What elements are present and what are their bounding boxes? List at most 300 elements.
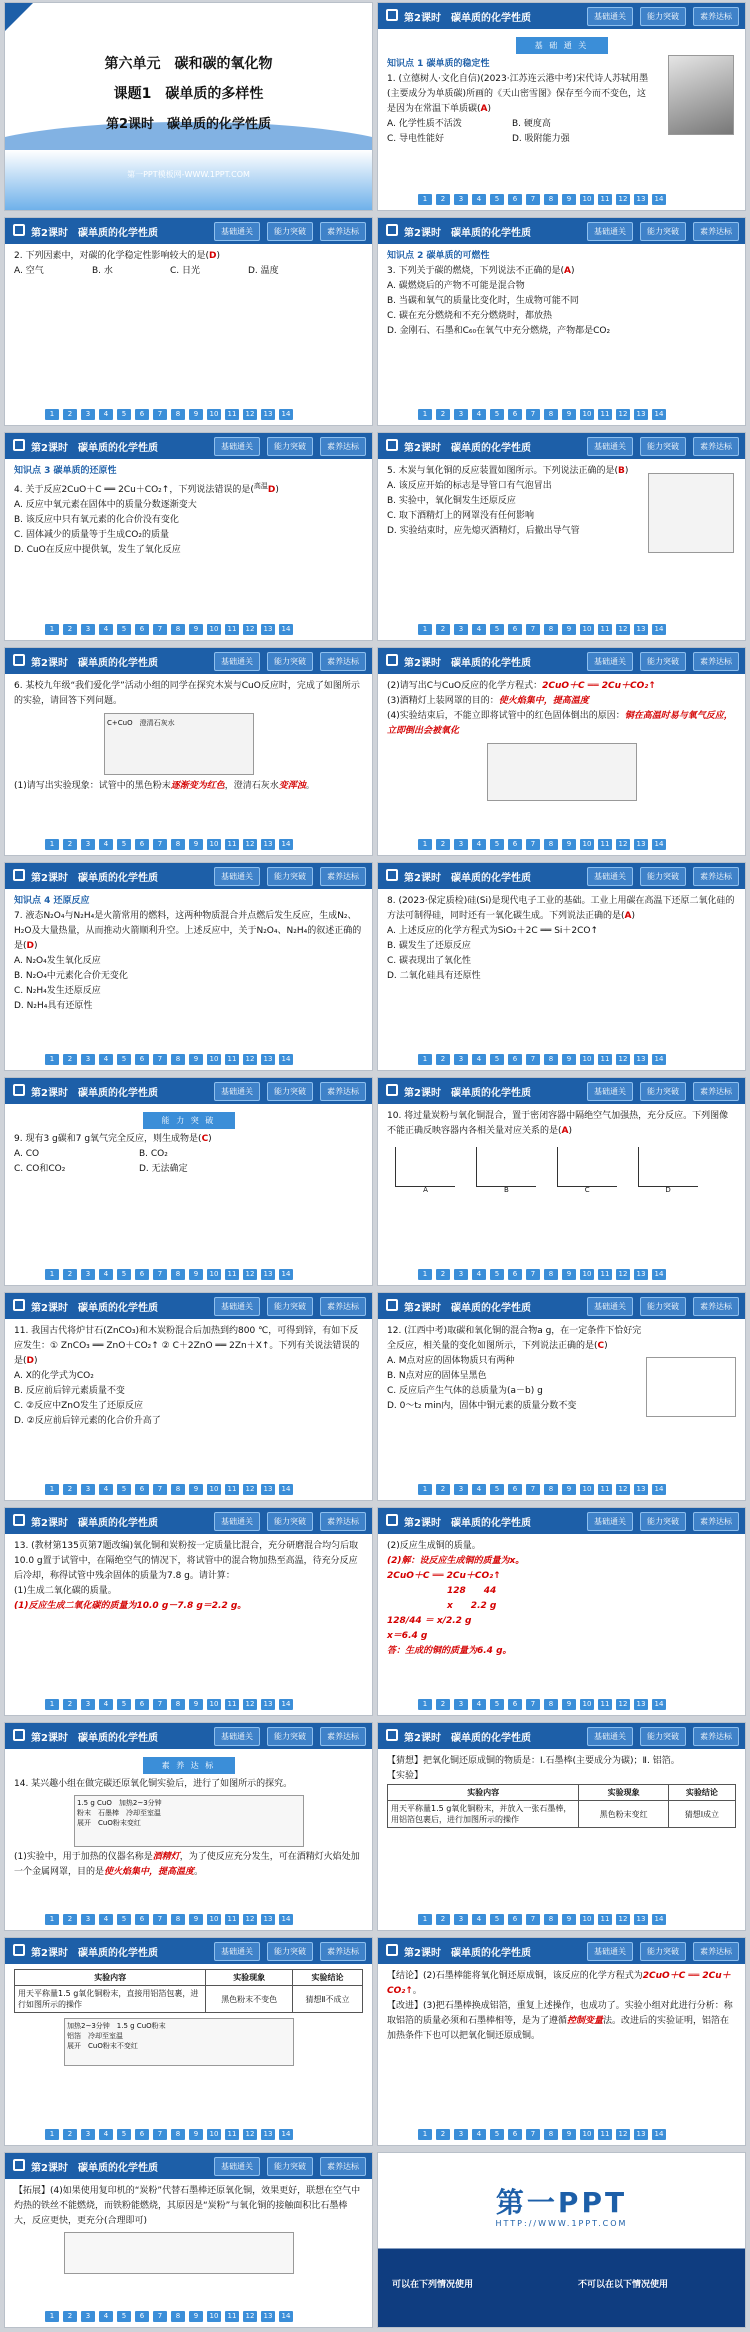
page-button-6[interactable]: 6 (135, 1269, 149, 1280)
page-button-2[interactable]: 2 (436, 409, 450, 420)
page-button-9[interactable]: 9 (562, 1054, 576, 1065)
page-button-9[interactable]: 9 (189, 1699, 203, 1710)
page-button-5[interactable]: 5 (117, 624, 131, 635)
page-button-1[interactable]: 1 (418, 1484, 432, 1495)
page-button-5[interactable]: 5 (490, 2129, 504, 2140)
nav-ability-button[interactable]: 能力突破 (267, 1512, 313, 1531)
page-button-12[interactable]: 12 (243, 409, 257, 420)
page-button-10[interactable]: 10 (580, 2129, 594, 2140)
page-button-13[interactable]: 13 (634, 409, 648, 420)
page-button-9[interactable]: 9 (562, 1269, 576, 1280)
nav-basic-button[interactable]: 基础通关 (214, 1082, 260, 1101)
page-button-11[interactable]: 11 (598, 1054, 612, 1065)
page-button-10[interactable]: 10 (580, 1914, 594, 1925)
page-button-2[interactable]: 2 (436, 624, 450, 635)
nav-ability-button[interactable]: 能力突破 (640, 222, 686, 241)
page-button-6[interactable]: 6 (135, 1914, 149, 1925)
page-button-10[interactable]: 10 (207, 1914, 221, 1925)
page-button-14[interactable]: 14 (652, 2129, 666, 2140)
page-button-11[interactable]: 11 (598, 839, 612, 850)
page-button-13[interactable]: 13 (261, 839, 275, 850)
page-button-3[interactable]: 3 (81, 624, 95, 635)
page-button-8[interactable]: 8 (171, 1699, 185, 1710)
nav-literacy-button[interactable]: 素养达标 (320, 652, 366, 671)
page-button-2[interactable]: 2 (436, 1914, 450, 1925)
page-button-6[interactable]: 6 (508, 1054, 522, 1065)
brand-url[interactable]: HTTP://WWW.1PPT.COM (495, 2219, 628, 2228)
page-button-1[interactable]: 1 (45, 1699, 59, 1710)
page-button-2[interactable]: 2 (63, 409, 77, 420)
nav-ability-button[interactable]: 能力突破 (267, 222, 313, 241)
page-button-7[interactable]: 7 (526, 2129, 540, 2140)
nav-ability-button[interactable]: 能力突破 (267, 2157, 313, 2176)
nav-literacy-button[interactable]: 素养达标 (693, 1727, 739, 1746)
page-button-8[interactable]: 8 (544, 839, 558, 850)
page-button-1[interactable]: 1 (45, 1054, 59, 1065)
page-button-3[interactable]: 3 (81, 409, 95, 420)
nav-literacy-button[interactable]: 素养达标 (320, 1942, 366, 1961)
footer-link[interactable]: 第一PPT模板网-WWW.1PPT.COM (127, 170, 250, 179)
page-button-1[interactable]: 1 (418, 839, 432, 850)
page-button-11[interactable]: 11 (225, 1484, 239, 1495)
page-button-6[interactable]: 6 (508, 194, 522, 205)
nav-ability-button[interactable]: 能力突破 (267, 867, 313, 886)
nav-ability-button[interactable]: 能力突破 (640, 1942, 686, 1961)
page-button-9[interactable]: 9 (189, 839, 203, 850)
page-button-2[interactable]: 2 (436, 839, 450, 850)
page-button-10[interactable]: 10 (580, 409, 594, 420)
page-button-7[interactable]: 7 (526, 839, 540, 850)
page-button-12[interactable]: 12 (243, 1269, 257, 1280)
page-button-6[interactable]: 6 (508, 1914, 522, 1925)
page-button-14[interactable]: 14 (279, 409, 293, 420)
page-button-1[interactable]: 1 (45, 2129, 59, 2140)
page-button-7[interactable]: 7 (526, 624, 540, 635)
nav-ability-button[interactable]: 能力突破 (640, 7, 686, 26)
page-button-4[interactable]: 4 (99, 2311, 113, 2322)
page-button-12[interactable]: 12 (243, 2129, 257, 2140)
page-button-10[interactable]: 10 (580, 624, 594, 635)
page-button-3[interactable]: 3 (81, 1269, 95, 1280)
page-button-9[interactable]: 9 (189, 1914, 203, 1925)
nav-literacy-button[interactable]: 素养达标 (693, 1082, 739, 1101)
page-button-2[interactable]: 2 (436, 194, 450, 205)
page-button-6[interactable]: 6 (508, 1269, 522, 1280)
page-button-8[interactable]: 8 (544, 194, 558, 205)
page-button-2[interactable]: 2 (63, 1699, 77, 1710)
page-button-9[interactable]: 9 (189, 2311, 203, 2322)
page-button-3[interactable]: 3 (454, 624, 468, 635)
page-button-5[interactable]: 5 (490, 194, 504, 205)
nav-literacy-button[interactable]: 素养达标 (320, 867, 366, 886)
page-button-9[interactable]: 9 (189, 409, 203, 420)
page-button-11[interactable]: 11 (225, 624, 239, 635)
page-button-11[interactable]: 11 (225, 1269, 239, 1280)
page-button-7[interactable]: 7 (153, 1699, 167, 1710)
page-button-1[interactable]: 1 (45, 2311, 59, 2322)
page-button-5[interactable]: 5 (117, 2311, 131, 2322)
page-button-12[interactable]: 12 (616, 624, 630, 635)
page-button-5[interactable]: 5 (117, 1269, 131, 1280)
page-button-12[interactable]: 12 (616, 1914, 630, 1925)
nav-basic-button[interactable]: 基础通关 (214, 222, 260, 241)
page-button-12[interactable]: 12 (243, 624, 257, 635)
page-button-13[interactable]: 13 (634, 194, 648, 205)
page-button-4[interactable]: 4 (99, 1054, 113, 1065)
page-button-11[interactable]: 11 (598, 1269, 612, 1280)
page-button-12[interactable]: 12 (616, 194, 630, 205)
page-button-1[interactable]: 1 (418, 1054, 432, 1065)
nav-ability-button[interactable]: 能力突破 (267, 1942, 313, 1961)
page-button-10[interactable]: 10 (207, 1054, 221, 1065)
page-button-7[interactable]: 7 (153, 2129, 167, 2140)
nav-literacy-button[interactable]: 素养达标 (693, 222, 739, 241)
page-button-5[interactable]: 5 (490, 1699, 504, 1710)
nav-ability-button[interactable]: 能力突破 (640, 1512, 686, 1531)
nav-basic-button[interactable]: 基础通关 (214, 1727, 260, 1746)
page-button-8[interactable]: 8 (171, 409, 185, 420)
page-button-7[interactable]: 7 (153, 1054, 167, 1065)
page-button-5[interactable]: 5 (490, 409, 504, 420)
page-button-11[interactable]: 11 (225, 839, 239, 850)
page-button-14[interactable]: 14 (279, 839, 293, 850)
page-button-13[interactable]: 13 (261, 1484, 275, 1495)
page-button-8[interactable]: 8 (544, 624, 558, 635)
page-button-4[interactable]: 4 (472, 624, 486, 635)
page-button-5[interactable]: 5 (117, 1914, 131, 1925)
page-button-7[interactable]: 7 (526, 1699, 540, 1710)
page-button-8[interactable]: 8 (171, 2129, 185, 2140)
page-button-3[interactable]: 3 (81, 839, 95, 850)
nav-ability-button[interactable]: 能力突破 (640, 652, 686, 671)
page-button-8[interactable]: 8 (544, 409, 558, 420)
nav-basic-button[interactable]: 基础通关 (587, 7, 633, 26)
nav-literacy-button[interactable]: 素养达标 (320, 437, 366, 456)
page-button-1[interactable]: 1 (418, 624, 432, 635)
page-button-12[interactable]: 12 (243, 2311, 257, 2322)
page-button-11[interactable]: 11 (225, 409, 239, 420)
page-button-3[interactable]: 3 (454, 1484, 468, 1495)
page-button-2[interactable]: 2 (63, 1914, 77, 1925)
page-button-7[interactable]: 7 (153, 1269, 167, 1280)
page-button-1[interactable]: 1 (418, 1699, 432, 1710)
page-button-11[interactable]: 11 (225, 1914, 239, 1925)
page-button-9[interactable]: 9 (562, 839, 576, 850)
page-button-4[interactable]: 4 (472, 1914, 486, 1925)
page-button-4[interactable]: 4 (472, 194, 486, 205)
page-button-8[interactable]: 8 (171, 624, 185, 635)
page-button-12[interactable]: 12 (616, 1699, 630, 1710)
page-button-13[interactable]: 13 (634, 1269, 648, 1280)
page-button-6[interactable]: 6 (135, 2311, 149, 2322)
page-button-3[interactable]: 3 (454, 194, 468, 205)
page-button-7[interactable]: 7 (526, 1484, 540, 1495)
nav-literacy-button[interactable]: 素养达标 (320, 1512, 366, 1531)
nav-literacy-button[interactable]: 素养达标 (693, 7, 739, 26)
page-button-1[interactable]: 1 (418, 409, 432, 420)
page-button-12[interactable]: 12 (243, 1699, 257, 1710)
page-button-11[interactable]: 11 (598, 624, 612, 635)
page-button-6[interactable]: 6 (135, 1484, 149, 1495)
nav-ability-button[interactable]: 能力突破 (267, 1727, 313, 1746)
page-button-1[interactable]: 1 (418, 2129, 432, 2140)
page-button-8[interactable]: 8 (171, 2311, 185, 2322)
page-button-11[interactable]: 11 (598, 2129, 612, 2140)
page-button-4[interactable]: 4 (472, 2129, 486, 2140)
nav-basic-button[interactable]: 基础通关 (214, 2157, 260, 2176)
page-button-12[interactable]: 12 (243, 1054, 257, 1065)
page-button-14[interactable]: 14 (652, 1699, 666, 1710)
nav-literacy-button[interactable]: 素养达标 (320, 2157, 366, 2176)
page-button-12[interactable]: 12 (616, 2129, 630, 2140)
page-button-14[interactable]: 14 (652, 624, 666, 635)
page-button-10[interactable]: 10 (580, 1484, 594, 1495)
page-button-6[interactable]: 6 (508, 1699, 522, 1710)
page-button-12[interactable]: 12 (243, 1914, 257, 1925)
nav-ability-button[interactable]: 能力突破 (267, 652, 313, 671)
page-button-6[interactable]: 6 (135, 1054, 149, 1065)
page-button-14[interactable]: 14 (279, 1269, 293, 1280)
page-button-3[interactable]: 3 (454, 1699, 468, 1710)
nav-ability-button[interactable]: 能力突破 (640, 1082, 686, 1101)
page-button-5[interactable]: 5 (490, 1269, 504, 1280)
page-button-8[interactable]: 8 (171, 1269, 185, 1280)
page-button-2[interactable]: 2 (63, 624, 77, 635)
nav-literacy-button[interactable]: 素养达标 (693, 1942, 739, 1961)
page-button-10[interactable]: 10 (580, 1054, 594, 1065)
page-button-13[interactable]: 13 (261, 1054, 275, 1065)
page-button-9[interactable]: 9 (189, 624, 203, 635)
page-button-1[interactable]: 1 (418, 1269, 432, 1280)
page-button-3[interactable]: 3 (81, 1484, 95, 1495)
page-button-13[interactable]: 13 (261, 1699, 275, 1710)
page-button-3[interactable]: 3 (454, 1054, 468, 1065)
page-button-1[interactable]: 1 (45, 409, 59, 420)
nav-basic-button[interactable]: 基础通关 (587, 1942, 633, 1961)
page-button-7[interactable]: 7 (153, 624, 167, 635)
page-button-4[interactable]: 4 (99, 1914, 113, 1925)
page-button-2[interactable]: 2 (63, 1484, 77, 1495)
nav-literacy-button[interactable]: 素养达标 (320, 1082, 366, 1101)
page-button-4[interactable]: 4 (99, 839, 113, 850)
page-button-4[interactable]: 4 (472, 839, 486, 850)
nav-ability-button[interactable]: 能力突破 (267, 1297, 313, 1316)
page-button-9[interactable]: 9 (562, 1914, 576, 1925)
page-button-13[interactable]: 13 (634, 624, 648, 635)
page-button-9[interactable]: 9 (562, 194, 576, 205)
page-button-14[interactable]: 14 (652, 1484, 666, 1495)
page-button-13[interactable]: 13 (634, 1914, 648, 1925)
page-button-5[interactable]: 5 (117, 2129, 131, 2140)
page-button-14[interactable]: 14 (279, 1914, 293, 1925)
page-button-7[interactable]: 7 (526, 1269, 540, 1280)
nav-ability-button[interactable]: 能力突破 (640, 1727, 686, 1746)
page-button-6[interactable]: 6 (508, 1484, 522, 1495)
page-button-9[interactable]: 9 (189, 2129, 203, 2140)
page-button-13[interactable]: 13 (261, 624, 275, 635)
page-button-6[interactable]: 6 (135, 1699, 149, 1710)
nav-basic-button[interactable]: 基础通关 (587, 222, 633, 241)
page-button-7[interactable]: 7 (153, 1484, 167, 1495)
nav-literacy-button[interactable]: 素养达标 (320, 1727, 366, 1746)
page-button-9[interactable]: 9 (562, 1484, 576, 1495)
page-button-1[interactable]: 1 (45, 1484, 59, 1495)
page-button-8[interactable]: 8 (171, 1484, 185, 1495)
nav-basic-button[interactable]: 基础通关 (214, 1942, 260, 1961)
page-button-6[interactable]: 6 (508, 409, 522, 420)
nav-basic-button[interactable]: 基础通关 (587, 1727, 633, 1746)
nav-literacy-button[interactable]: 素养达标 (693, 1297, 739, 1316)
page-button-2[interactable]: 2 (436, 1269, 450, 1280)
page-button-1[interactable]: 1 (45, 1269, 59, 1280)
page-button-7[interactable]: 7 (526, 194, 540, 205)
page-button-14[interactable]: 14 (279, 1484, 293, 1495)
page-button-8[interactable]: 8 (171, 1914, 185, 1925)
nav-literacy-button[interactable]: 素养达标 (693, 867, 739, 886)
page-button-6[interactable]: 6 (135, 409, 149, 420)
nav-basic-button[interactable]: 基础通关 (214, 437, 260, 456)
page-button-3[interactable]: 3 (81, 2129, 95, 2140)
page-button-5[interactable]: 5 (490, 624, 504, 635)
page-button-6[interactable]: 6 (508, 624, 522, 635)
page-button-13[interactable]: 13 (261, 1269, 275, 1280)
page-button-12[interactable]: 12 (243, 1484, 257, 1495)
page-button-5[interactable]: 5 (490, 839, 504, 850)
page-button-14[interactable]: 14 (652, 839, 666, 850)
page-button-9[interactable]: 9 (562, 624, 576, 635)
page-button-4[interactable]: 4 (472, 1054, 486, 1065)
page-button-13[interactable]: 13 (261, 1914, 275, 1925)
page-button-11[interactable]: 11 (598, 1914, 612, 1925)
page-button-2[interactable]: 2 (63, 1054, 77, 1065)
page-button-10[interactable]: 10 (207, 624, 221, 635)
page-button-4[interactable]: 4 (472, 1484, 486, 1495)
page-button-12[interactable]: 12 (243, 839, 257, 850)
page-button-14[interactable]: 14 (652, 1054, 666, 1065)
page-button-10[interactable]: 10 (580, 194, 594, 205)
nav-ability-button[interactable]: 能力突破 (640, 437, 686, 456)
page-button-8[interactable]: 8 (544, 1054, 558, 1065)
page-button-3[interactable]: 3 (81, 1699, 95, 1710)
nav-literacy-button[interactable]: 素养达标 (693, 437, 739, 456)
page-button-14[interactable]: 14 (652, 194, 666, 205)
page-button-2[interactable]: 2 (436, 2129, 450, 2140)
page-button-6[interactable]: 6 (135, 2129, 149, 2140)
page-button-2[interactable]: 2 (63, 2311, 77, 2322)
page-button-1[interactable]: 1 (45, 839, 59, 850)
nav-ability-button[interactable]: 能力突破 (267, 1082, 313, 1101)
page-button-6[interactable]: 6 (135, 839, 149, 850)
page-button-13[interactable]: 13 (261, 2129, 275, 2140)
page-button-7[interactable]: 7 (526, 409, 540, 420)
page-button-8[interactable]: 8 (544, 1914, 558, 1925)
page-button-2[interactable]: 2 (436, 1699, 450, 1710)
page-button-10[interactable]: 10 (580, 1269, 594, 1280)
page-button-13[interactable]: 13 (634, 1484, 648, 1495)
page-button-14[interactable]: 14 (652, 409, 666, 420)
page-button-5[interactable]: 5 (117, 1699, 131, 1710)
page-button-4[interactable]: 4 (99, 1269, 113, 1280)
page-button-6[interactable]: 6 (508, 2129, 522, 2140)
page-button-2[interactable]: 2 (63, 839, 77, 850)
page-button-7[interactable]: 7 (526, 1054, 540, 1065)
page-button-14[interactable]: 14 (279, 1699, 293, 1710)
page-button-3[interactable]: 3 (81, 2311, 95, 2322)
page-button-5[interactable]: 5 (490, 1914, 504, 1925)
nav-literacy-button[interactable]: 素养达标 (693, 1512, 739, 1531)
page-button-14[interactable]: 14 (279, 2129, 293, 2140)
page-button-8[interactable]: 8 (544, 1484, 558, 1495)
page-button-4[interactable]: 4 (99, 2129, 113, 2140)
nav-basic-button[interactable]: 基础通关 (214, 1297, 260, 1316)
nav-literacy-button[interactable]: 素养达标 (693, 652, 739, 671)
nav-ability-button[interactable]: 能力突破 (640, 1297, 686, 1316)
page-button-9[interactable]: 9 (562, 2129, 576, 2140)
page-button-4[interactable]: 4 (472, 1699, 486, 1710)
page-button-8[interactable]: 8 (544, 1699, 558, 1710)
page-button-7[interactable]: 7 (153, 2311, 167, 2322)
page-button-11[interactable]: 11 (225, 1699, 239, 1710)
page-button-9[interactable]: 9 (562, 409, 576, 420)
page-button-14[interactable]: 14 (652, 1914, 666, 1925)
page-button-14[interactable]: 14 (279, 1054, 293, 1065)
page-button-1[interactable]: 1 (418, 1914, 432, 1925)
page-button-9[interactable]: 9 (562, 1699, 576, 1710)
page-button-6[interactable]: 6 (135, 624, 149, 635)
page-button-12[interactable]: 12 (616, 1269, 630, 1280)
page-button-13[interactable]: 13 (261, 2311, 275, 2322)
page-button-10[interactable]: 10 (207, 1484, 221, 1495)
page-button-2[interactable]: 2 (436, 1484, 450, 1495)
page-button-3[interactable]: 3 (454, 1914, 468, 1925)
nav-literacy-button[interactable]: 素养达标 (320, 1297, 366, 1316)
page-button-10[interactable]: 10 (207, 2129, 221, 2140)
page-button-8[interactable]: 8 (171, 839, 185, 850)
nav-basic-button[interactable]: 基础通关 (587, 1297, 633, 1316)
page-button-10[interactable]: 10 (207, 1699, 221, 1710)
page-button-12[interactable]: 12 (616, 839, 630, 850)
page-button-12[interactable]: 12 (616, 1054, 630, 1065)
page-button-11[interactable]: 11 (225, 2129, 239, 2140)
nav-basic-button[interactable]: 基础通关 (587, 652, 633, 671)
page-button-10[interactable]: 10 (207, 839, 221, 850)
page-button-2[interactable]: 2 (63, 1269, 77, 1280)
page-button-14[interactable]: 14 (279, 2311, 293, 2322)
nav-basic-button[interactable]: 基础通关 (587, 867, 633, 886)
page-button-4[interactable]: 4 (99, 624, 113, 635)
page-button-1[interactable]: 1 (45, 1914, 59, 1925)
page-button-1[interactable]: 1 (45, 624, 59, 635)
page-button-14[interactable]: 14 (279, 624, 293, 635)
page-button-12[interactable]: 12 (616, 409, 630, 420)
page-button-11[interactable]: 11 (225, 1054, 239, 1065)
page-button-9[interactable]: 9 (189, 1054, 203, 1065)
page-button-11[interactable]: 11 (598, 1484, 612, 1495)
nav-literacy-button[interactable]: 素养达标 (320, 222, 366, 241)
page-button-4[interactable]: 4 (99, 1484, 113, 1495)
page-button-11[interactable]: 11 (598, 409, 612, 420)
page-button-3[interactable]: 3 (454, 839, 468, 850)
page-button-10[interactable]: 10 (580, 839, 594, 850)
page-button-9[interactable]: 9 (189, 1484, 203, 1495)
page-button-8[interactable]: 8 (544, 2129, 558, 2140)
page-button-13[interactable]: 13 (634, 1699, 648, 1710)
page-button-7[interactable]: 7 (153, 1914, 167, 1925)
page-button-13[interactable]: 13 (634, 2129, 648, 2140)
nav-ability-button[interactable]: 能力突破 (267, 437, 313, 456)
nav-basic-button[interactable]: 基础通关 (587, 1512, 633, 1531)
page-button-9[interactable]: 9 (189, 1269, 203, 1280)
